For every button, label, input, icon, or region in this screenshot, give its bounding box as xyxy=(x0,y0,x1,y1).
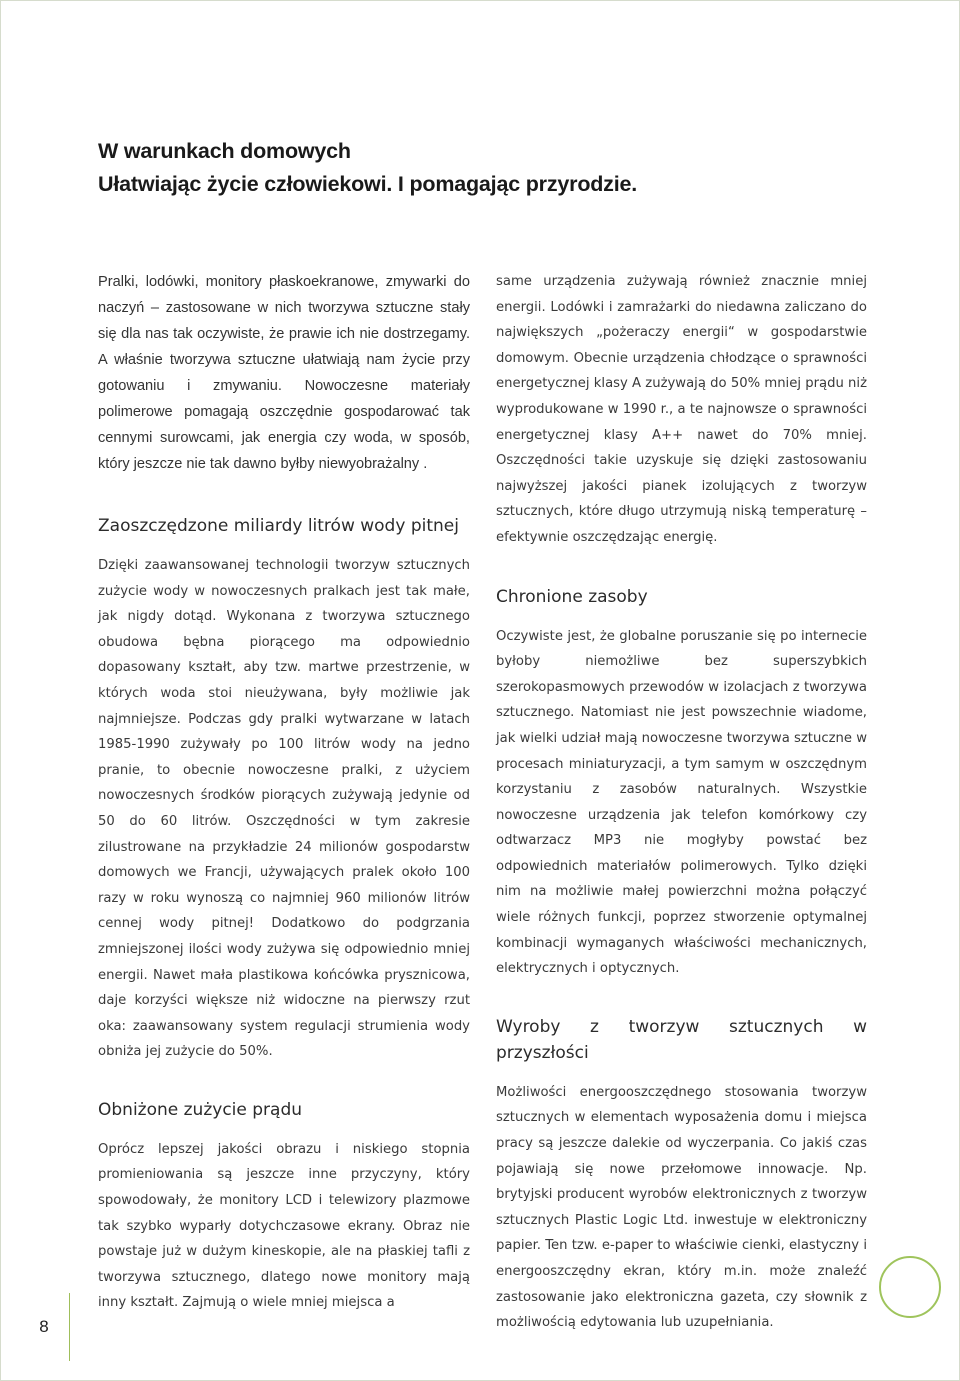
section-heading-resources: Chronione zasoby xyxy=(496,586,648,607)
decorative-circle-icon xyxy=(879,1256,941,1318)
section-heading-electricity: Obniżone zużycie prądu xyxy=(98,1099,303,1120)
section-heading-future: Wyroby z tworzyw sztucznych w przyszłości xyxy=(496,1016,867,1063)
right-column xyxy=(496,269,867,1336)
page-number: 8 xyxy=(39,1317,49,1336)
resources-paragraph: Oczywiste jest, że globalne poruszanie się po internecie byłoby niemożliwe bez superszybkich szerokopasmowych przewodów w izolacjach z tworzywa sztucznego. Natomiast nie jest powszechnie wiadome, jak wielki udział mają nowoczesne tworzywa sztuczne w procesach miniaturyzacji, a tym samym w oszczędnym korzystaniu z zasobów naturalnych. Wszystkie nowoczesne urządzenia jak telefon komórkowy czy odtwarzacz MP3 nie mogłyby powstać bez odpowiednich materiałów polimerowych. Tylko dzięki nim na możliwie małej powierzchni można połączyć wiele różnych funkcji, poprzez stworzenie optymalnej kombinacji wymaganych właściwości mechanicznych, elektrycznych i optycznych. xyxy=(496,628,867,977)
page-number-rule xyxy=(69,1293,70,1361)
title-line-1: W warunkach domowych xyxy=(98,139,351,163)
electricity-paragraph: Oprócz lepszej jakości obrazu i niskiego stopnia promieniowania są jeszcze inne przyczyny, który spowodowały, że monitory LCD i telewizory plazmowe tak szybko wyparły dotychczasowe ekrany. Obraz nie powstaje już w dużym kineskopie, ale na płaskiej tafli z tworzywa sztucznego, dlatego nowe monitory mają inny kształt. Zajmują o wiele mniej miejsca a xyxy=(98,1141,470,1311)
left-column xyxy=(98,269,470,1316)
page-title xyxy=(98,135,898,201)
section-heading-water: Zaoszczędzone miliardy litrów wody pitnej xyxy=(98,516,459,536)
title-line-2: Ułatwiając życie człowiekowi. I pomagając przyrodzie. xyxy=(98,172,638,196)
water-paragraph: Dzięki zaawansowanej technologii tworzyw sztucznych zużycie wody w nowoczesnych pralkach jest tak małe, jak nigdy dotąd. Wykonana z tworzywa sztucznego obudowa bębna piorącego ma odpowiednio dopasowany kształt, aby tzw. martwe przestrzenie, w których woda stoi nieużywana, były możliwie jak najmniejsze. Podczas gdy pralki wytwarzane w latach 1985-1990 zużywały po 100 litrów wody na jedno pranie, to obecnie nowoczesne pralki, z użyciem nowoczesnych środków piorących zużywają jedynie od 50 do 60 litrów. Oszczędności w tym zakresie zilustrowane na przykładzie 24 milionów gospodarstw domowych we Francji, używających pralek około 100 razy w roku wynoszą co najmniej 960 milionów litrów cennej wody pitnej! Dodatkowo do podgrzania zmniejszonej ilości wody zużywa się odpowiednio mniej energii. Nawet mała plastikowa końcówka prysznicowa, daje korzyści większe niż widoczne na pierwszy rzut oka: zaawansowany system regulacji strumienia wody obniża jej zużycie do 50%. xyxy=(98,558,470,1060)
intro-paragraph: Pralki, lodówki, monitory płaskoekranowe, zmywarki do naczyń – zastosowane w nich tworzywa sztuczne stały się dla nas tak oczywiste, że prawie ich nie dostrzegamy. A właśnie tworzywa sztuczne ułatwiają nam życie przy gotowaniu i zmywaniu. Nowoczesne materiały polimerowe pomagają oszczędnie gospodarować tak cennymi surowcami, jak energia czy woda, w sposób, który jeszcze nie tak dawno byłby niewyobrażalny . xyxy=(98,274,470,472)
electricity-paragraph-continued: same urządzenia zużywają również znacznie mniej energii. Lodówki i zamrażarki do niedawna zaliczano do największych „pożeraczy energii“ w gospodarstwie domowym. Obecnie urządzenia chłodzące o sprawności energetycznej klasy A zużywają do 50% mniej prądu niż wyprodukowane w 1990 r., a te najnowsze o sprawności energetycznej klasy A++ nawet do 70% mniej. Oszczędności takie uzyskuje się dzięki zastosowaniu najwyższej jakości pianek izolujących z tworzyw sztucznych, które długo utrzymują niską temperaturę – efektywnie oszczędzając energię. xyxy=(496,274,867,545)
future-paragraph: Możliwości energooszczędnego stosowania tworzyw sztucznych w elementach wyposażenia domu i miejsca pracy są jeszcze dalekie od wyczerpania. Co jakiś czas pojawiają się nowe przełomowe innowacje. Np. brytyjski producent wyrobów elektronicznych z tworzyw sztucznych Plastic Logic Ltd. inwestuje w elektroniczny papier. Ten tzw. e-paper to właściwie cienki, elastyczny i energooszczędny ekran, który m.in. może znaleźć zastosowanie jako elektroniczna gazeta, czy słownik z możliwością edytowania lub uzupełniania. xyxy=(496,1084,867,1331)
